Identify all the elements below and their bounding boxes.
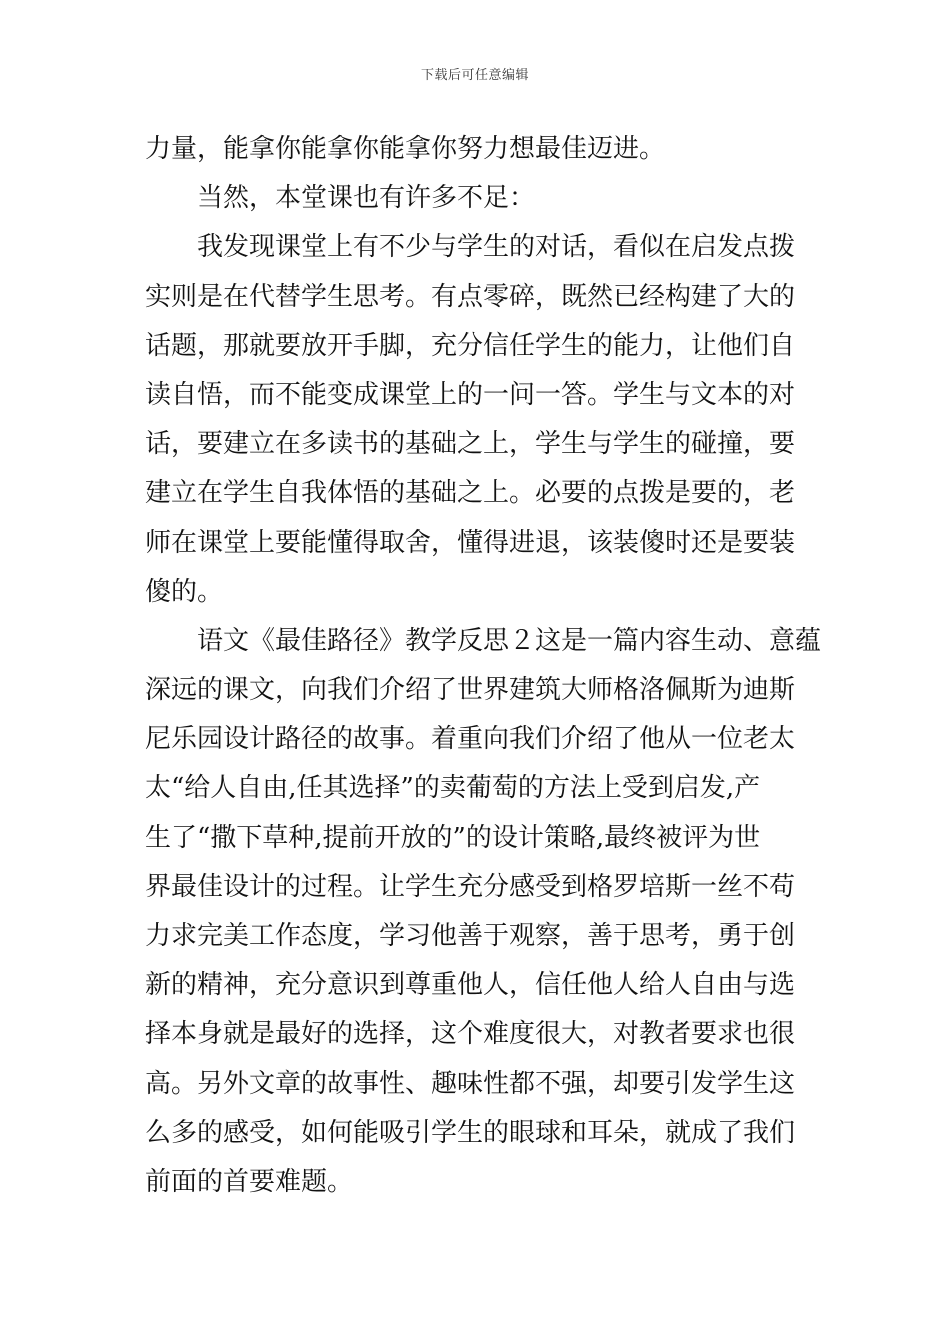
text-line: 当然，本堂课也有许多不足： — [197, 183, 536, 214]
text-line: 太“给人自由,任其选择”的卖葡萄的方法上受到启发,产 — [145, 773, 761, 804]
text-line: 建立在学生自我体悟的基础之上。必要的点拨是要的，老 — [145, 478, 796, 509]
document-body — [145, 125, 822, 1207]
text-line: 深远的课文，向我们介绍了世界建筑大师格洛佩斯为迪斯 — [145, 675, 796, 706]
text-line: 择本身就是最好的选择，这个难度很大，对教者要求也很 — [145, 1019, 796, 1050]
text-line: 话题，那就要放开手脚，充分信任学生的能力，让他们自 — [145, 330, 796, 361]
text-line: 尼乐园设计路径的故事。着重向我们介绍了他从一位老太 — [145, 724, 796, 755]
text-line: 师在课堂上要能懂得取舍，懂得进退，该装傻时还是要装 — [145, 527, 796, 558]
text-line: 我发现课堂上有不少与学生的对话，看似在启发点拨 — [197, 232, 796, 263]
text-line: 生了“撒下草种,提前开放的”的设计策略,最终被评为世 — [145, 822, 761, 853]
text-line: 话，要建立在多读书的基础之上，学生与学生的碰撞，要 — [145, 429, 796, 460]
text-line: 高。另外文章的故事性、趣味性都不强，却要引发学生这 — [145, 1068, 796, 1099]
text-line: 读自悟，而不能变成课堂上的一问一答。学生与文本的对 — [145, 379, 796, 410]
text-line: 前面的首要难题。 — [145, 1166, 354, 1197]
text-line: 力量，能拿你能拿你能拿你努力想最佳迈进。 — [145, 134, 666, 164]
text-line: 力求完美工作态度，学习他善于观察，善于思考，勇于创 — [145, 921, 796, 951]
text-line: 实则是在代替学生思考。有点零碎，既然已经构建了大的 — [145, 281, 796, 312]
text-line: 界最佳设计的过程。让学生充分感受到格罗培斯一丝不苟 — [145, 871, 796, 902]
page-header: 下载后可任意编辑 — [420, 68, 529, 83]
text-line: 么多的感受，如何能吸引学生的眼球和耳朵，就成了我们 — [145, 1117, 796, 1148]
text-line: 新的精神，充分意识到尊重他人，信任他人给人自由与选 — [145, 970, 796, 1001]
text-line: 语文《最佳路径》教学反思２这是一篇内容生动、意蕴 — [197, 625, 822, 656]
text-line: 傻的。 — [145, 576, 224, 607]
